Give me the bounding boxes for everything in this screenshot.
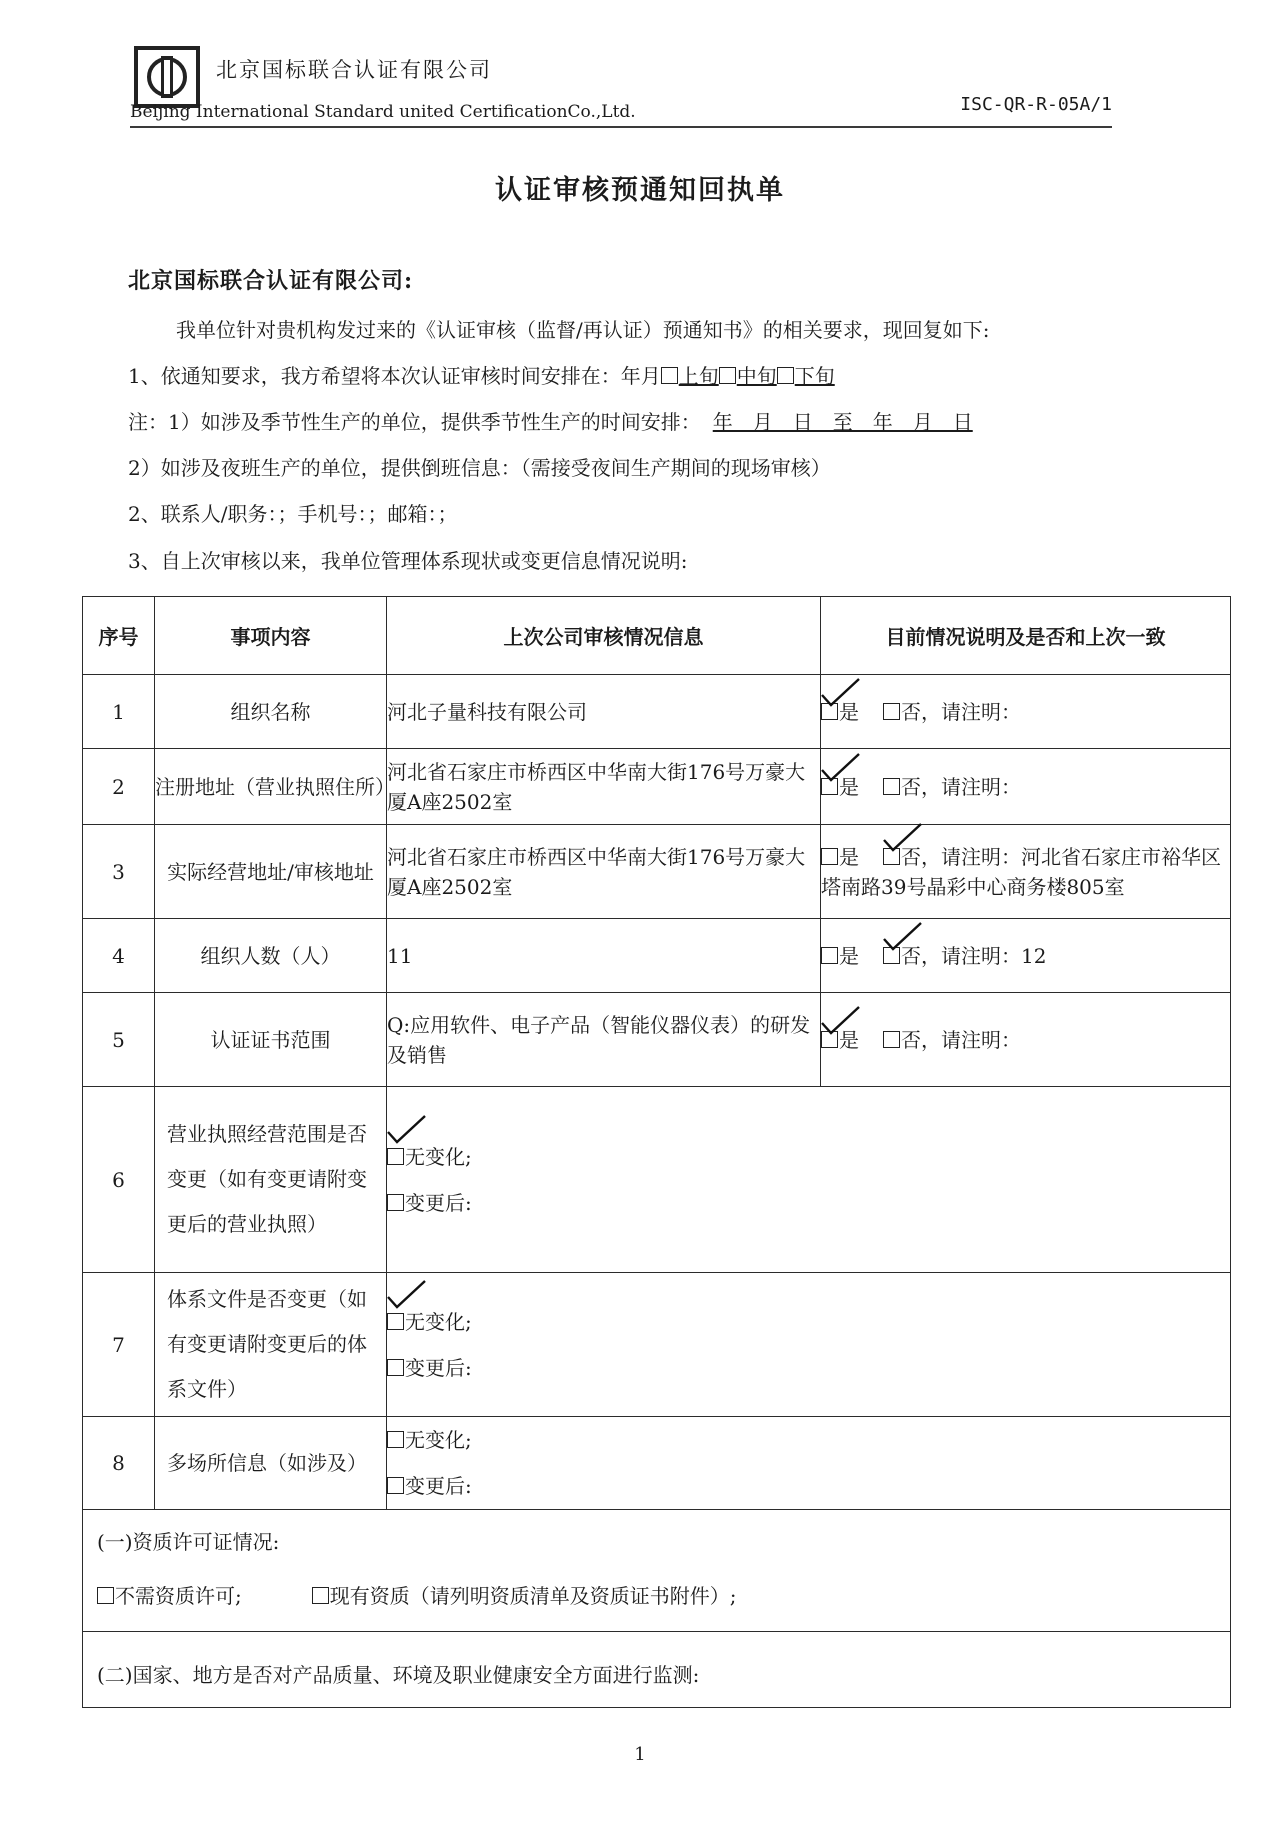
row-num: 8 xyxy=(83,1417,155,1510)
table-row xyxy=(83,993,1231,1087)
schedule-options xyxy=(661,364,835,388)
checkbox[interactable] xyxy=(387,1194,404,1211)
intro-text: 我单位针对贵机构发过来的《认证审核（监督/再认证）预通知书》的相关要求，现回复如下: xyxy=(176,318,990,342)
monitoring-cell xyxy=(83,1632,1231,1708)
table-row xyxy=(83,1273,1231,1417)
addressee: 北京国标联合认证有限公司: xyxy=(128,268,414,294)
table-row xyxy=(83,675,1231,749)
no-label: 否，请注明： xyxy=(901,774,1021,799)
qualification-options xyxy=(83,1557,1230,1625)
seasonal-date-field[interactable]: 年 月 日 至 年 月 日 xyxy=(712,410,973,434)
no-qualification-label: 不需资质许可; xyxy=(115,1583,242,1608)
checkbox[interactable] xyxy=(97,1587,114,1604)
row-status xyxy=(821,919,1231,993)
row-num: 4 xyxy=(83,919,155,993)
yes-label: 是 xyxy=(839,844,859,869)
table-row xyxy=(83,919,1231,993)
monitoring-title: (二)国家、地方是否对产品质量、环境及职业健康安全方面进行监测: xyxy=(97,1662,700,1687)
checkbox[interactable] xyxy=(821,947,838,964)
checkbox[interactable] xyxy=(387,1359,404,1376)
no-label: 否，请注明： xyxy=(901,943,1021,968)
change-status xyxy=(387,1087,1231,1273)
option-late: 下旬 xyxy=(794,364,835,388)
monitoring-section xyxy=(83,1632,1231,1708)
yes-label: 是 xyxy=(839,1027,859,1052)
row-item: 体系文件是否变更（如有变更请附变更后的体系文件） xyxy=(155,1273,387,1417)
checkbox[interactable] xyxy=(883,1031,900,1048)
row-item: 组织人数（人） xyxy=(155,919,387,993)
unchanged-label: 无变化; xyxy=(405,1144,472,1169)
yes-label: 是 xyxy=(839,774,859,799)
header-divider xyxy=(130,126,1112,128)
checkbox[interactable] xyxy=(777,367,794,384)
row-item: 多场所信息（如涉及） xyxy=(155,1417,387,1510)
header-status: 目前情况说明及是否和上次一致 xyxy=(821,597,1231,675)
checkbox[interactable] xyxy=(387,1148,404,1165)
existing-qualification-label: 现有资质（请列明资质清单及资质证书附件）; xyxy=(329,1583,737,1608)
checkbox[interactable] xyxy=(883,947,900,964)
yes-option[interactable] xyxy=(821,772,859,802)
checkbox[interactable] xyxy=(387,1431,404,1448)
checkbox[interactable] xyxy=(661,367,678,384)
schedule-text: 1、依通知要求，我方希望将本次认证审核时间安排在：年月 xyxy=(128,364,661,388)
row-num: 1 xyxy=(83,675,155,749)
row-prev: 河北子量科技有限公司 xyxy=(387,675,821,749)
note-value: 河北省石家庄市裕华区塔南路39号晶彩中心商务楼805室 xyxy=(821,844,1221,899)
checkbox[interactable] xyxy=(821,778,838,795)
page-number: 1 xyxy=(634,1744,646,1765)
checkbox[interactable] xyxy=(821,703,838,720)
change-status xyxy=(387,1417,1231,1510)
company-name-en: Beijing International Standard united CertificationCo.,Ltd. xyxy=(130,102,636,122)
no-label: 否，请注明： xyxy=(901,1027,1021,1052)
table-row xyxy=(83,1417,1231,1510)
checkbox[interactable] xyxy=(387,1477,404,1494)
seasonal-note xyxy=(128,406,1055,435)
no-label: 否，请注明： xyxy=(901,844,1021,869)
qualification-section xyxy=(83,1510,1231,1632)
no-option[interactable] xyxy=(883,941,1021,971)
checkbox[interactable] xyxy=(883,703,900,720)
change-status xyxy=(387,1273,1231,1417)
note-value: 12 xyxy=(1021,943,1047,968)
checkbox[interactable] xyxy=(387,1313,404,1330)
row-status xyxy=(821,675,1231,749)
checkbox[interactable] xyxy=(883,778,900,795)
table-row xyxy=(83,825,1231,919)
changed-label: 变更后: xyxy=(405,1474,472,1498)
letterhead xyxy=(130,44,1122,130)
row-num: 7 xyxy=(83,1273,155,1417)
checkbox[interactable] xyxy=(821,848,838,865)
changed-label: 变更后: xyxy=(405,1355,472,1380)
document-title: 认证审核预通知回执单 xyxy=(495,175,785,206)
seasonal-note-text: 注：1）如涉及季节性生产的单位，提供季节性生产的时间安排： xyxy=(128,410,701,434)
checkbox[interactable] xyxy=(719,367,736,384)
audit-info-table xyxy=(82,596,1231,1708)
schedule-line xyxy=(128,360,835,389)
change-info-heading: 3、自上次审核以来，我单位管理体系现状或变更信息情况说明: xyxy=(128,549,688,573)
row-num: 5 xyxy=(83,993,155,1087)
unchanged-option[interactable] xyxy=(387,1299,472,1345)
row-status xyxy=(821,825,1231,919)
unchanged-label: 无变化; xyxy=(405,1309,472,1334)
row-num: 3 xyxy=(83,825,155,919)
row-num: 6 xyxy=(83,1087,155,1273)
unchanged-label: 无变化; xyxy=(405,1428,472,1452)
row-item: 组织名称 xyxy=(155,675,387,749)
yes-label: 是 xyxy=(839,943,859,968)
yes-label: 是 xyxy=(839,699,859,724)
table-row xyxy=(83,1087,1231,1273)
qualification-cell xyxy=(83,1510,1231,1632)
header-item: 事项内容 xyxy=(155,597,387,675)
row-item: 认证证书范围 xyxy=(155,993,387,1087)
table-row xyxy=(83,749,1231,825)
isc-logo-icon xyxy=(134,46,200,108)
option-early: 上旬 xyxy=(678,364,719,388)
row-status xyxy=(821,749,1231,825)
changed-label: 变更后: xyxy=(405,1190,472,1215)
row-prev: 11 xyxy=(387,919,821,993)
contact-line: 2、联系人/职务：；手机号：；邮箱：； xyxy=(128,502,458,526)
checkbox[interactable] xyxy=(821,1031,838,1048)
row-num: 2 xyxy=(83,749,155,825)
document-code: ISC-QR-R-05A/1 xyxy=(960,94,1112,115)
row-prev: 河北省石家庄市桥西区中华南大街176号万豪大厦A座2502室 xyxy=(387,825,821,919)
unchanged-option[interactable] xyxy=(387,1134,472,1180)
row-prev: Q:应用软件、电子产品（智能仪器仪表）的研发及销售 xyxy=(387,993,821,1087)
yes-option[interactable] xyxy=(821,697,859,727)
checkbox[interactable] xyxy=(312,1587,329,1604)
row-item: 实际经营地址/审核地址 xyxy=(155,825,387,919)
yes-option[interactable] xyxy=(821,1025,859,1055)
qualification-title: (一)资质许可证情况: xyxy=(97,1529,280,1554)
checkbox[interactable] xyxy=(883,848,900,865)
row-item: 注册地址（营业执照住所） xyxy=(155,749,387,825)
company-name-cn: 北京国标联合认证有限公司 xyxy=(216,58,492,82)
option-mid: 中旬 xyxy=(736,364,777,388)
header-prev: 上次公司审核情况信息 xyxy=(387,597,821,675)
no-option[interactable] xyxy=(883,842,1021,872)
row-item: 营业执照经营范围是否变更（如有变更请附变更后的营业执照） xyxy=(155,1087,387,1273)
row-status xyxy=(821,993,1231,1087)
table-header-row xyxy=(83,597,1231,675)
header-num: 序号 xyxy=(83,597,155,675)
no-label: 否，请注明： xyxy=(901,699,1021,724)
row-prev: 河北省石家庄市桥西区中华南大街176号万豪大厦A座2502室 xyxy=(387,749,821,825)
night-shift-note: 2）如涉及夜班生产的单位，提供倒班信息：（需接受夜间生产期间的现场审核） xyxy=(128,456,831,480)
